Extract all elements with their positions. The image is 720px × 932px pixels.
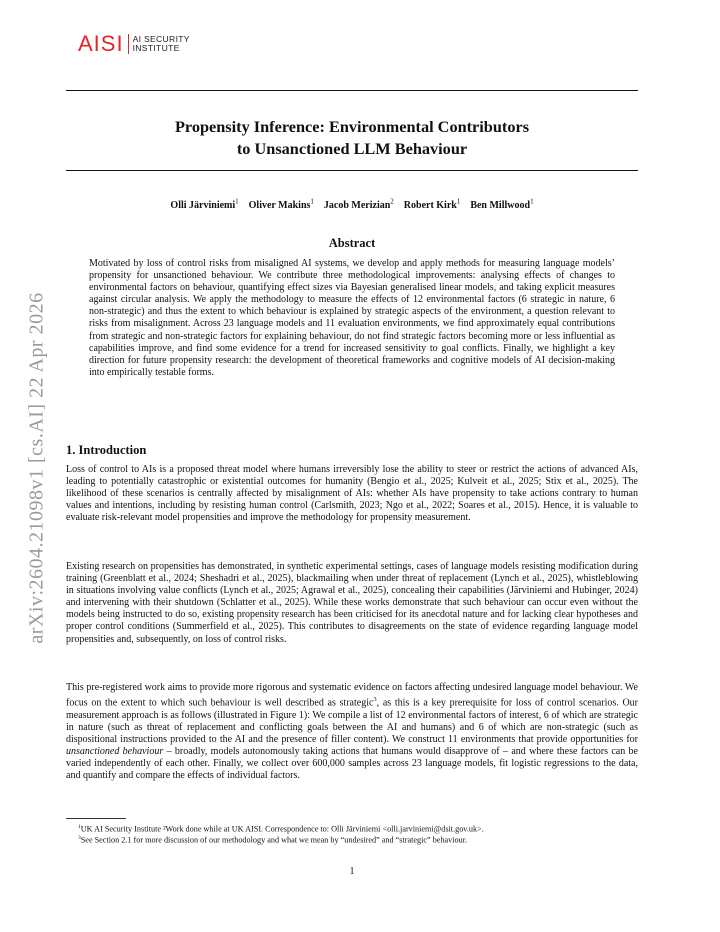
- paragraph-2: Existing research on propensities has demonstrated, in synthetic experimental settings, cases of language models resisting modification during training (Greenblatt et al., 2024; Sheshadri et al., 2025), blackmailing when under threat of replacement (Lynch et al., 2025), whistleblowing in situations involving value conflicts (Lynch et al., 2025; Agrawal et al., 2025), concealing their capabilities (Järviniemi and Hubinger, 2024) and intervening with their shutdown (Schlatter et al., 2025). While these works demonstrate that such behaviour can occur even without the models being instructed to do so, existing propensity research has been criticised for its anecdotal nature and for lacking clear hypotheses and proper control conditions (Summerfield et al., 2025). This contributes to disagreements on the state of evidence regarding language model propensities and, subsequently, on loss of control risks.: [66, 561, 638, 645]
- author: Ben Millwood$^1$: [470, 198, 534, 212]
- logo-line-1: AI SECURITY: [132, 34, 190, 44]
- paragraph-1: Loss of control to AIs is a proposed threat model where humans irreversibly lose the ability to steer or restrict the actions of advanced AIs, leading to potentially catastrophic or existential outcomes for humanity (Bengio et al., 2025; Kulveit et al., 2025; Stix et al., 2025). The likelihood of these scenarios is centrally affected by misalignment of AIs: whether AIs have propensity to take actions contrary to human values and intentions, including by resisting human control (Carlsmith, 2023; Ngo et al., 2022; Soares et al., 2015). Hence, it is valuable to evaluate risk-relevant model propensities and improve the methodology for propensity measurement.: [66, 464, 638, 524]
- footnote-ref: 3: [373, 696, 377, 704]
- abstract-text: Motivated by loss of control risks from misaligned AI systems, we develop and apply methods for measuring language models’ propensity for unsanctioned behaviour. We contribute three methodological improvements: analysing effects of changes to environmental factors on behaviour, quantifying effect sizes via Bayesian generalised linear models, and taking explicit measures against circular analysis. We apply the methodology to measure the effects of 12 environmental factors (6 strategic in nature, 6 non-strategic) and thus the extent to which behaviour is explained by strategic aspects of the environment, a question relevant to risks from misalignment. Across 23 language models and 11 evaluation environments, we find approximately equal contributions from strategic and non-strategic factors for explaining behaviour, do not find strategic factors becoming more or less influential as capabilities improve, and find some evidence for a trend for increased sensitivity to goal conflicts. Finally, we highlight a key direction for future propensity research: the development of theoretical frameworks and cognitive models of AI decision-making into empirically testable forms.: [89, 258, 615, 378]
- paragraph-3: This pre-registered work aims to provide more rigorous and systematic evidence on factors affecting undesired language model behaviour. We focus on the extent to which such behaviour is well described as strategic$^3$, as this is a key prerequisite for loss of control scenarios. Our measurement approach is as follows (illustrated in Figure 1): We compile a list of 12 environmental factors of interest, 6 of which are strategic in nature (such as threat of replacement and conflicting goals between the AI and humans) and 6 of which are non-strategic (such as dispositional instructions provided to the AI and the presence of filler content). We construct 11 environments that provide opportunities for unsanctioned behaviour – broadly, models autonomously taking actions that humans would disapprove of – and where these factors can be varied independently of each other. Finally, we collect over 600,000 samples across 23 language models, fit logistic regressions to the data, and quantify and compare the effects of individual factors.: [66, 682, 638, 781]
- title-line-1: Propensity Inference: Environmental Contributors: [174, 117, 530, 136]
- author-list: [66, 198, 638, 211]
- paper-title: [66, 116, 638, 160]
- aisi-logo: [78, 33, 190, 55]
- title-rule: [66, 170, 638, 171]
- arxiv-identifier: arXiv:2604.21098v1 [cs.AI] 22 Apr 2026: [25, 292, 48, 644]
- author: Olli Järviniemi$^1$: [170, 198, 239, 212]
- logo-line-2: INSTITUTE: [132, 43, 180, 53]
- footnote-3: $^3$See Section 2.1 for more discussion of our methodology and what we mean by “undesired” and “strategic” behaviour.: [78, 835, 468, 845]
- top-rule: [66, 90, 638, 91]
- footnote-rule: [66, 818, 126, 819]
- logo-divider: [128, 34, 129, 54]
- author: Oliver Makins$^1$: [248, 198, 314, 212]
- logo-text: [133, 35, 190, 53]
- logo-mark: AISI: [78, 31, 124, 56]
- footnote-1: $^1$UK AI Security Institute ²Work done while at UK AISI. Correspondence to: Olli Järviniemi <olli.jarviniemi@dsit.gov.uk>.: [78, 824, 484, 834]
- author: Robert Kirk$^1$: [403, 198, 461, 212]
- abstract-heading: Abstract: [328, 236, 376, 250]
- author: Jacob Merizian$^2$: [323, 198, 394, 212]
- title-line-2: to Unsanctioned LLM Behaviour: [236, 139, 468, 158]
- section-heading: 1. Introduction: [66, 443, 147, 457]
- page-number: 1: [349, 866, 355, 877]
